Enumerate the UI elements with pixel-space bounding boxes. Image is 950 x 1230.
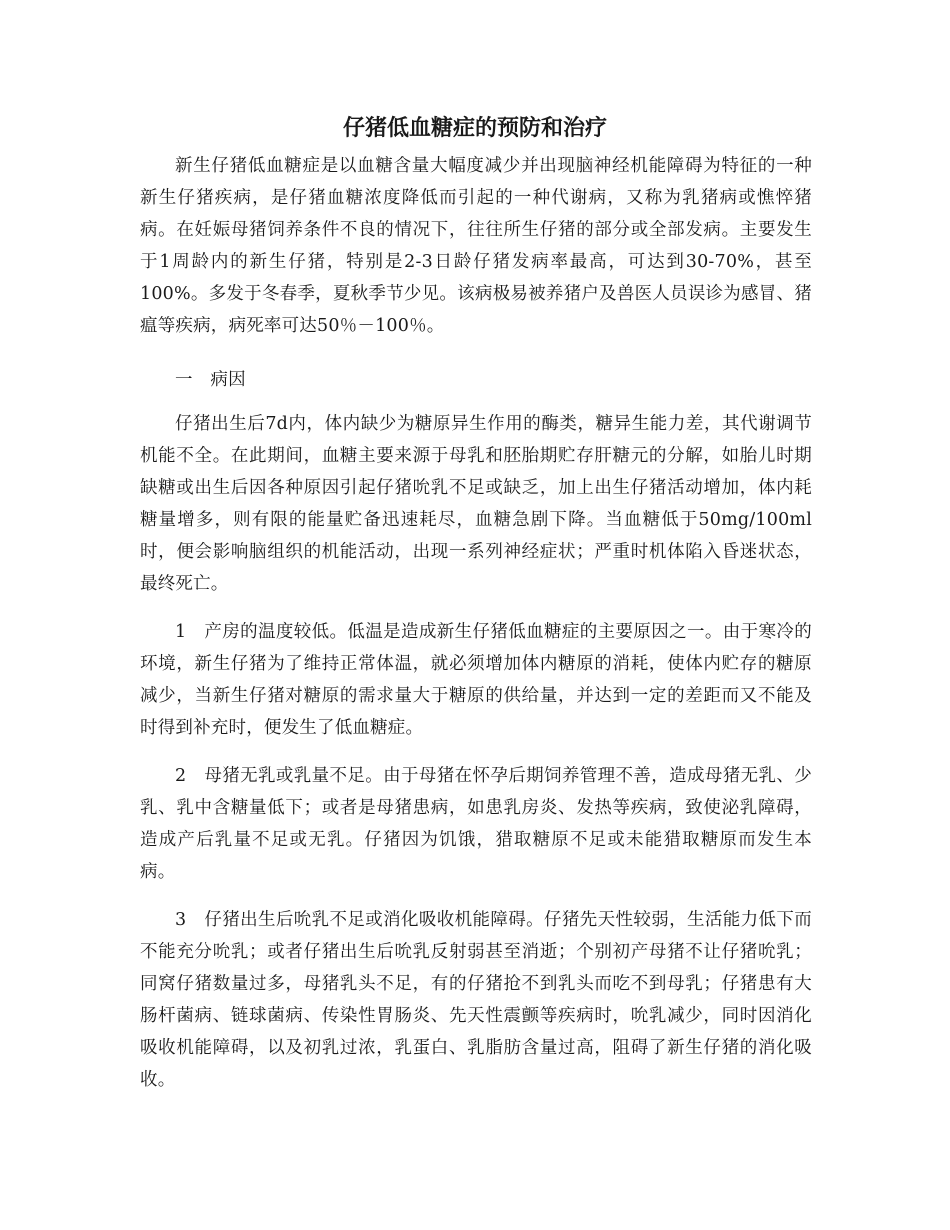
cause-item-2: 2 母猪无乳或乳量不足。由于母猪在怀孕后期饲养管理不善，造成母猪无乳、少乳、乳中含糖量低下；或者是母猪患病，如患乳房炎、发热等疾病，致使泌乳障碍，造成产后乳量不足或无乳。仔猪因为饥饿，猎取糖原不足或未能猎取糖原而发生本病。 xyxy=(140,766,812,882)
cause-paragraph: 仔猪出生后7d内，体内缺少为糖原异生作用的酶类，糖异生能力差，其代谢调节机能不全。在此期间，血糖主要来源于母乳和胚胎期贮存肝糖元的分解，如胎儿时期缺糖或出生后因各种原因引起仔猪吮乳不足或缺乏，加上出生仔猪活动增加，体内耗糖量增多，则有限的能量贮备迅速耗尽，血糖急剧下降。当血糖低于50mg/100ml时，便会影响脑组织的机能活动，出现一系列神经症状；严重时机体陷入昏迷状态，最终死亡。 xyxy=(140,414,812,594)
cause-item-3: 3 仔猪出生后吮乳不足或消化吸收机能障碍。仔猪先天性较弱，生活能力低下而不能充分吮乳；或者仔猪出生后吮乳反射弱甚至消逝；个别初产母猪不让仔猪吮乳；同窝仔猪数量过多，母猪乳头不足，有的仔猪抢不到乳头而吃不到母乳；仔猪患有大肠杆菌病、链球菌病、传染性胃肠炎、先天性震颤等疾病时，吮乳减少，同时因消化吸收机能障碍，以及初乳过浓，乳蛋白、乳脂肪含量过高，阻碍了新生仔猪的消化吸收。 xyxy=(140,910,812,1090)
intro-paragraph: 新生仔猪低血糖症是以血糖含量大幅度减少并出现脑神经机能障碍为特征的一种新生仔猪疾病，是仔猪血糖浓度降低而引起的一种代谢病，又称为乳猪病或憔悴猪病。在妊娠母猪饲养条件不良的情况下，往往所生仔猪的部分或全部发病。主要发生于1周龄内的新生仔猪，特别是2-3日龄仔猪发病率最高，可达到30-70%，甚至100%。多发于冬春季，夏秋季节少见。该病极易被养猪户及兽医人员误诊为感冒、猪瘟等疾病，病死率可达50％－100％。 xyxy=(140,156,812,336)
cause-item-1: 1 产房的温度较低。低温是造成新生仔猪低血糖症的主要原因之一。由于寒冷的环境，新生仔猪为了维持正常体温，就必须增加体内糖原的消耗，使体内贮存的糖原减少，当新生仔猪对糖原的需求量大于糖原的供给量，并达到一定的差距而又不能及时得到补充时，便发生了低血糖症。 xyxy=(140,622,812,738)
page-title: 仔猪低血糖症的预防和治疗 xyxy=(342,116,607,141)
section-heading-cause: 一 病因 xyxy=(175,370,246,390)
